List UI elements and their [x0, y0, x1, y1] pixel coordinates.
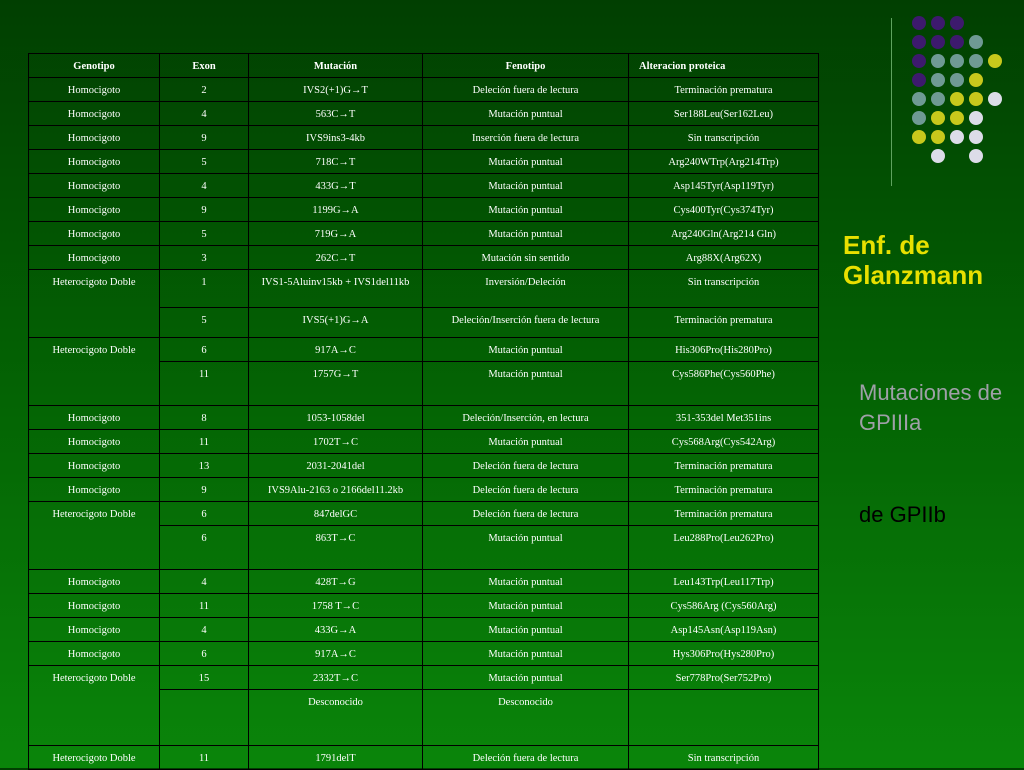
cell-fenotipo: Inserción fuera de lectura — [423, 126, 629, 150]
header-mutacion: Mutación — [249, 54, 423, 78]
cell-fenotipo: Mutación puntual — [423, 430, 629, 454]
cell-fenotipo: Mutación puntual — [423, 150, 629, 174]
cell-exon: 6 — [160, 526, 249, 570]
cell-fenotipo: Mutación puntual — [423, 362, 629, 406]
cell-fenotipo: Mutación puntual — [423, 666, 629, 690]
cell-fenotipo: Inversión/Deleción — [423, 270, 629, 308]
cell-genotipo: Homocigoto — [29, 246, 160, 270]
cell-exon: 9 — [160, 478, 249, 502]
cell-exon: 4 — [160, 618, 249, 642]
cell-fenotipo: Deleción fuera de lectura — [423, 746, 629, 770]
decorative-dot-purple — [912, 73, 926, 87]
cell-mutacion: 718C→T — [249, 150, 423, 174]
decorative-dot-teal — [931, 92, 945, 106]
decorative-dot-lavender — [931, 149, 945, 163]
decorative-dot-lavender — [988, 92, 1002, 106]
cell-mutacion: IVS2(+1)G→T — [249, 78, 423, 102]
cell-exon: 11 — [160, 594, 249, 618]
decorative-dot-purple — [950, 16, 964, 30]
cell-mutacion: 1702T→C — [249, 430, 423, 454]
cell-exon: 15 — [160, 666, 249, 690]
cell-alteracion-proteica: Sin transcripción — [629, 126, 819, 150]
decorative-dot-teal — [912, 111, 926, 125]
decorative-dot-purple — [912, 54, 926, 68]
decorative-dot-teal — [969, 54, 983, 68]
cell-alteracion-proteica: Ser778Pro(Ser752Pro) — [629, 666, 819, 690]
table-row — [29, 478, 819, 502]
cell-mutacion: 863T→C — [249, 526, 423, 570]
cell-alteracion-proteica: Terminación prematura — [629, 308, 819, 338]
table-row — [29, 502, 819, 526]
cell-exon: 6 — [160, 502, 249, 526]
cell-exon: 11 — [160, 430, 249, 454]
cell-genotipo: Homocigoto — [29, 222, 160, 246]
decorative-dot-purple — [950, 35, 964, 49]
cell-fenotipo: Deleción/Inserción fuera de lectura — [423, 308, 629, 338]
cell-genotipo: Homocigoto — [29, 174, 160, 198]
cell-alteracion-proteica: Ser188Leu(Ser162Leu) — [629, 102, 819, 126]
cell-mutacion: Desconocido — [249, 690, 423, 746]
cell-genotipo: Homocigoto — [29, 642, 160, 666]
cell-exon: 13 — [160, 454, 249, 478]
header-genotipo: Genotipo — [29, 54, 160, 78]
decorative-dot-lavender — [969, 130, 983, 144]
cell-alteracion-proteica: Terminación prematura — [629, 478, 819, 502]
cell-exon: 2 — [160, 78, 249, 102]
cell-genotipo: Heterocigoto Doble — [29, 338, 160, 406]
table-row — [29, 642, 819, 666]
table-row — [29, 430, 819, 454]
cell-exon: 9 — [160, 198, 249, 222]
table-row — [29, 174, 819, 198]
cell-fenotipo: Mutación puntual — [423, 526, 629, 570]
cell-mutacion: 1791delT — [249, 746, 423, 770]
cell-mutacion: 433G→T — [249, 174, 423, 198]
cell-exon: 4 — [160, 102, 249, 126]
cell-fenotipo: Mutación puntual — [423, 198, 629, 222]
decorative-dot-lime — [988, 54, 1002, 68]
cell-genotipo: Homocigoto — [29, 570, 160, 594]
cell-alteracion-proteica: Arg88X(Arg62X) — [629, 246, 819, 270]
cell-mutacion: 2031-2041del — [249, 454, 423, 478]
table-row — [29, 78, 819, 102]
decorative-dot-purple — [931, 16, 945, 30]
cell-exon: 4 — [160, 570, 249, 594]
decorative-dot-teal — [969, 35, 983, 49]
cell-genotipo: Homocigoto — [29, 78, 160, 102]
cell-fenotipo: Deleción fuera de lectura — [423, 454, 629, 478]
subtitle-gpiiia: Mutaciones de GPIIIa — [859, 380, 1003, 435]
table-row — [29, 746, 819, 770]
cell-mutacion: 262C→T — [249, 246, 423, 270]
cell-mutacion: IVS9ins3-4kb — [249, 126, 423, 150]
cell-exon: 6 — [160, 338, 249, 362]
cell-mutacion: 917A→C — [249, 642, 423, 666]
cell-alteracion-proteica: Cys400Tyr(Cys374Tyr) — [629, 198, 819, 222]
table-body — [29, 78, 819, 770]
cell-alteracion-proteica: Cys586Arg (Cys560Arg) — [629, 594, 819, 618]
cell-exon: 6 — [160, 642, 249, 666]
cell-alteracion-proteica: Cys586Phe(Cys560Phe) — [629, 362, 819, 406]
decorative-dot-lime — [931, 111, 945, 125]
cell-exon: 1 — [160, 270, 249, 308]
cell-mutacion: 847delGC — [249, 502, 423, 526]
decorative-dot-purple — [912, 35, 926, 49]
cell-genotipo: Heterocigoto Doble — [29, 746, 160, 770]
cell-fenotipo: Mutación puntual — [423, 222, 629, 246]
table-row — [29, 198, 819, 222]
table-row — [29, 150, 819, 174]
cell-alteracion-proteica — [629, 690, 819, 746]
cell-mutacion: IVS9Alu-2163 o 2166del11.2kb — [249, 478, 423, 502]
header-exon: Exon — [160, 54, 249, 78]
table-row — [29, 666, 819, 690]
cell-alteracion-proteica: Leu288Pro(Leu262Pro) — [629, 526, 819, 570]
decorative-dot-teal — [931, 73, 945, 87]
subtitle-gpiib: de GPIIb — [859, 502, 946, 527]
cell-exon: 4 — [160, 174, 249, 198]
cell-alteracion-proteica: His306Pro(His280Pro) — [629, 338, 819, 362]
table-row — [29, 338, 819, 362]
cell-alteracion-proteica: Arg240Gln(Arg214 Gln) — [629, 222, 819, 246]
cell-exon: 11 — [160, 746, 249, 770]
cell-alteracion-proteica: Terminación prematura — [629, 78, 819, 102]
decorative-dot-lime — [912, 130, 926, 144]
table-row — [29, 594, 819, 618]
cell-fenotipo: Mutación puntual — [423, 174, 629, 198]
cell-fenotipo: Deleción fuera de lectura — [423, 78, 629, 102]
table-row — [29, 126, 819, 150]
cell-mutacion: 1757G→T — [249, 362, 423, 406]
table-row — [29, 102, 819, 126]
decorative-dot-lavender — [950, 130, 964, 144]
cell-exon — [160, 690, 249, 746]
cell-fenotipo: Mutación puntual — [423, 338, 629, 362]
cell-genotipo: Homocigoto — [29, 150, 160, 174]
cell-genotipo: Homocigoto — [29, 198, 160, 222]
table-row — [29, 454, 819, 478]
decorative-dot-teal — [931, 54, 945, 68]
decorative-dot-teal — [912, 92, 926, 106]
header-fenotipo: Fenotipo — [423, 54, 629, 78]
decorative-dot-lime — [950, 111, 964, 125]
cell-mutacion: 563C→T — [249, 102, 423, 126]
cell-fenotipo: Deleción fuera de lectura — [423, 502, 629, 526]
cell-genotipo: Heterocigoto Doble — [29, 502, 160, 570]
table-row — [29, 618, 819, 642]
mutations-table — [28, 53, 819, 770]
decorative-dot-lime — [950, 92, 964, 106]
cell-exon: 9 — [160, 126, 249, 150]
cell-exon: 8 — [160, 406, 249, 430]
cell-alteracion-proteica: Terminación prematura — [629, 502, 819, 526]
cell-fenotipo: Mutación puntual — [423, 570, 629, 594]
cell-mutacion: 433G→A — [249, 618, 423, 642]
table-row — [29, 270, 819, 308]
cell-genotipo: Homocigoto — [29, 406, 160, 430]
slide-title: Enf. de Glanzmann — [843, 230, 984, 290]
cell-genotipo: Heterocigoto Doble — [29, 270, 160, 338]
cell-exon: 5 — [160, 308, 249, 338]
cell-genotipo: Homocigoto — [29, 102, 160, 126]
cell-fenotipo: Desconocido — [423, 690, 629, 746]
decorative-dot-lavender — [969, 111, 983, 125]
cell-mutacion: 428T→G — [249, 570, 423, 594]
cell-alteracion-proteica: Terminación prematura — [629, 454, 819, 478]
cell-mutacion: IVS1-5Aluinv15kb + IVS1del11kb — [249, 270, 423, 308]
decorative-vertical-line — [891, 18, 892, 186]
decorative-dot-lime — [931, 130, 945, 144]
header-alteracion-proteica: Alteracion proteica — [629, 54, 819, 78]
cell-genotipo: Homocigoto — [29, 594, 160, 618]
decorative-dot-lavender — [969, 149, 983, 163]
cell-alteracion-proteica: Arg240WTrp(Arg214Trp) — [629, 150, 819, 174]
decorative-dot-purple — [931, 35, 945, 49]
cell-genotipo: Homocigoto — [29, 454, 160, 478]
table-header-row — [29, 54, 819, 78]
cell-fenotipo: Mutación puntual — [423, 594, 629, 618]
cell-alteracion-proteica: Leu143Trp(Leu117Trp) — [629, 570, 819, 594]
cell-fenotipo: Mutación puntual — [423, 102, 629, 126]
decorative-dot-purple — [912, 16, 926, 30]
cell-alteracion-proteica: Sin transcripción — [629, 746, 819, 770]
cell-fenotipo: Deleción/Inserción, en lectura — [423, 406, 629, 430]
cell-fenotipo: Mutación puntual — [423, 642, 629, 666]
cell-alteracion-proteica: Hys306Pro(Hys280Pro) — [629, 642, 819, 666]
cell-genotipo: Heterocigoto Doble — [29, 666, 160, 746]
cell-mutacion: IVS5(+1)G→A — [249, 308, 423, 338]
cell-mutacion: 719G→A — [249, 222, 423, 246]
cell-exon: 3 — [160, 246, 249, 270]
cell-exon: 5 — [160, 222, 249, 246]
table-row — [29, 222, 819, 246]
cell-alteracion-proteica: 351-353del Met351ins — [629, 406, 819, 430]
cell-mutacion: 2332T→C — [249, 666, 423, 690]
cell-genotipo: Homocigoto — [29, 618, 160, 642]
cell-alteracion-proteica: Cys568Arg(Cys542Arg) — [629, 430, 819, 454]
cell-alteracion-proteica: Asp145Tyr(Asp119Tyr) — [629, 174, 819, 198]
cell-genotipo: Homocigoto — [29, 430, 160, 454]
cell-fenotipo: Mutación sin sentido — [423, 246, 629, 270]
cell-alteracion-proteica: Sin transcripción — [629, 270, 819, 308]
table-row — [29, 570, 819, 594]
cell-mutacion: 1053-1058del — [249, 406, 423, 430]
cell-exon: 5 — [160, 150, 249, 174]
table-row — [29, 406, 819, 430]
cell-fenotipo: Deleción fuera de lectura — [423, 478, 629, 502]
cell-genotipo: Homocigoto — [29, 126, 160, 150]
cell-alteracion-proteica: Asp145Asn(Asp119Asn) — [629, 618, 819, 642]
cell-genotipo: Homocigoto — [29, 478, 160, 502]
decorative-dot-teal — [950, 54, 964, 68]
cell-mutacion: 917A→C — [249, 338, 423, 362]
cell-fenotipo: Mutación puntual — [423, 618, 629, 642]
cell-exon: 11 — [160, 362, 249, 406]
table-row — [29, 246, 819, 270]
decorative-dot-lime — [969, 92, 983, 106]
decorative-dot-teal — [950, 73, 964, 87]
cell-mutacion: 1199G→A — [249, 198, 423, 222]
decorative-dot-lime — [969, 73, 983, 87]
cell-mutacion: 1758 T→C — [249, 594, 423, 618]
